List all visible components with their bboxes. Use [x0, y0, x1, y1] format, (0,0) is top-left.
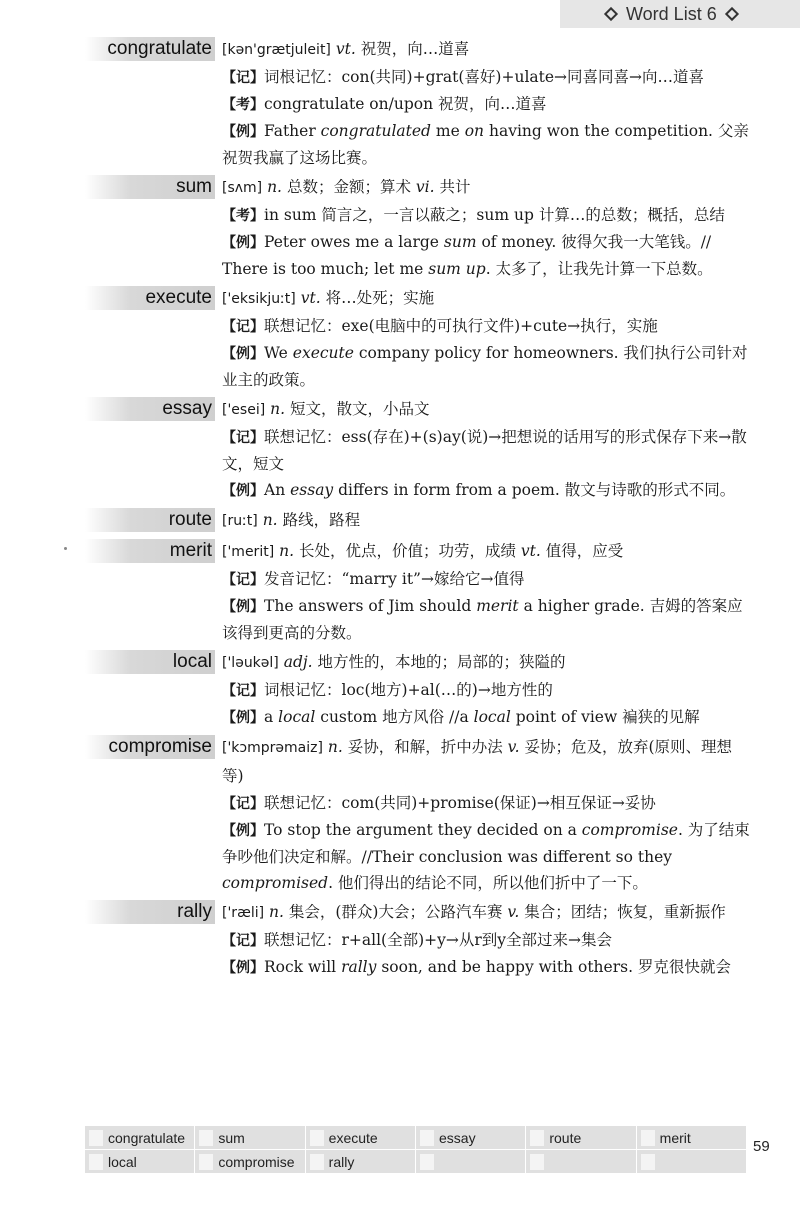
definition-line — [222, 648, 752, 677]
checkbox-icon — [89, 1130, 103, 1146]
checkbox-icon — [89, 1154, 103, 1170]
review-cell — [85, 1126, 195, 1150]
review-word: route — [549, 1129, 582, 1146]
note-text: custom 地方风俗 //a — [315, 708, 474, 726]
note-tag: 【例】 — [222, 235, 264, 251]
phonetic: [sʌm] — [222, 180, 263, 196]
entry-0 — [0, 35, 800, 171]
review-cell — [306, 1150, 416, 1174]
diamond-icon — [604, 7, 618, 21]
part-of-speech: vt. — [300, 289, 321, 307]
note-text: 词根记忆：loc(地方)+al(…的)→地方性的 — [264, 681, 553, 699]
review-cell — [195, 1126, 305, 1150]
note-text: a — [264, 708, 279, 726]
review-cell — [306, 1126, 416, 1150]
note-text: having won the competition. 父亲祝贺我赢了这场比赛。 — [222, 122, 749, 167]
definition: 集会，(群众)大会；公路汽车赛 — [288, 903, 503, 921]
definition-line — [222, 898, 752, 927]
note-tag: 【记】 — [222, 683, 264, 699]
entry-5 — [0, 537, 800, 646]
part-of-speech: n. — [327, 738, 343, 756]
note-text: me — [430, 122, 465, 140]
note-tag: 【例】 — [222, 710, 264, 726]
review-cell — [526, 1126, 636, 1150]
example-keyword: sum — [443, 233, 477, 251]
note-tag: 【例】 — [222, 823, 264, 839]
note-text: 联想记忆：r+all(全部)+y→从r到y全部过来→集会 — [264, 931, 613, 949]
note-text: point of view 褊狭的见解 — [510, 708, 700, 726]
review-word: sum — [218, 1129, 245, 1146]
review-word: local — [108, 1153, 137, 1170]
example-keyword: on — [464, 122, 485, 140]
review-cell — [416, 1150, 526, 1174]
entry-8 — [0, 898, 800, 981]
checkbox-icon — [641, 1154, 655, 1170]
definition-line — [222, 733, 752, 790]
note-text: 发音记忆：“marry it”→嫁给它→值得 — [264, 570, 525, 588]
phonetic: ['ræli] — [222, 905, 265, 921]
example-line — [222, 704, 752, 731]
example-line — [222, 954, 752, 981]
review-cell — [416, 1126, 526, 1150]
note-tag: 【例】 — [222, 346, 264, 362]
example-keyword: merit — [476, 597, 519, 615]
headword: essay — [162, 398, 212, 419]
entry-body — [222, 506, 752, 535]
example-keyword: essay — [290, 481, 334, 499]
word-review-table — [85, 1126, 747, 1174]
phonetic: ['ləukəl] — [222, 655, 279, 671]
part-of-speech: n. — [262, 511, 278, 529]
headword: rally — [177, 901, 212, 922]
note-tag: 【例】 — [222, 483, 264, 499]
definition: 祝贺，向…道喜 — [360, 40, 470, 58]
example-line — [222, 477, 752, 504]
page-header — [560, 0, 800, 28]
entry-1 — [0, 173, 800, 282]
example-keyword: rally — [341, 958, 377, 976]
example-line — [222, 817, 752, 896]
entry-6 — [0, 648, 800, 731]
page-number: 59 — [753, 1138, 770, 1155]
phonetic: [ruːt] — [222, 513, 258, 529]
note-text: soon, and be happy with others. 罗克很快就会 — [376, 958, 731, 976]
note-text: congratulate on/upon 祝贺，向…道喜 — [264, 95, 547, 113]
example-keyword: execute — [292, 344, 354, 362]
definition-2: 值得，应受 — [545, 542, 624, 560]
note-text: An — [264, 481, 291, 499]
note-text: differs in form from a poem. 散文与诗歌的形式不同。 — [333, 481, 736, 499]
entries-list — [0, 35, 800, 983]
phonetic: [kən'grætjuleit] — [222, 42, 331, 58]
headword: congratulate — [107, 38, 212, 59]
example-line — [222, 593, 752, 646]
example-line — [222, 229, 752, 282]
note-text: company policy for homeowners. 我们执行公司针对业主的政策。 — [222, 344, 748, 389]
checkbox-icon — [310, 1130, 324, 1146]
part-of-speech-2: vi. — [415, 178, 435, 196]
word-list-title: Word List 6 — [626, 3, 717, 24]
review-word: execute — [328, 1129, 378, 1146]
review-cell — [637, 1126, 747, 1150]
review-word: compromise — [218, 1153, 295, 1170]
note-text: We — [264, 344, 293, 362]
headword: merit — [169, 540, 212, 561]
review-cell — [85, 1150, 195, 1174]
note-tag: 【例】 — [222, 960, 264, 976]
entry-4 — [0, 506, 800, 535]
note-line — [222, 566, 752, 593]
definition: 将…处死；实施 — [325, 289, 435, 307]
checkbox-icon — [641, 1130, 655, 1146]
definition-line — [222, 173, 752, 202]
note-tag: 【记】 — [222, 796, 264, 812]
note-tag: 【例】 — [222, 599, 264, 615]
note-line — [222, 677, 752, 704]
checkbox-icon — [420, 1154, 434, 1170]
part-of-speech: vt. — [335, 40, 356, 58]
review-word: congratulate — [108, 1129, 186, 1146]
part-of-speech: n. — [269, 903, 284, 921]
entry-body — [222, 537, 752, 646]
example-line — [222, 340, 752, 393]
headword: compromise — [108, 736, 212, 757]
entry-body — [222, 395, 752, 504]
checkbox-icon — [199, 1130, 213, 1146]
example-keyword: sum up — [428, 260, 486, 278]
definition: 路线，路程 — [282, 511, 361, 529]
note-line — [222, 313, 752, 340]
checkbox-icon — [530, 1130, 544, 1146]
entry-body — [222, 284, 752, 393]
checkbox-icon — [199, 1154, 213, 1170]
review-word: merit — [659, 1129, 691, 1146]
definition: 长处，优点，价值；功劳，成绩 — [298, 542, 516, 560]
definition: 地方性的，本地的；局部的；狭隘的 — [317, 653, 566, 671]
definition-line — [222, 506, 752, 535]
note-tag: 【记】 — [222, 572, 264, 588]
note-text: To stop the argument they decided on a — [264, 821, 582, 839]
headword: local — [172, 651, 212, 672]
definition-line — [222, 284, 752, 313]
entry-3 — [0, 395, 800, 504]
note-tag: 【记】 — [222, 430, 264, 446]
part-of-speech: n. — [279, 542, 295, 560]
note-text: The answers of Jim should — [264, 597, 477, 615]
note-text: of money. 彼得欠我一大笔钱。// There is too much; let me — [222, 233, 712, 278]
note-tag: 【记】 — [222, 319, 264, 335]
note-text: Peter owes me a large — [264, 233, 444, 251]
headword: sum — [176, 176, 212, 197]
phonetic: ['eksikjuːt] — [222, 291, 296, 307]
checkbox-icon — [420, 1130, 434, 1146]
definition-line — [222, 35, 752, 64]
review-cell — [195, 1150, 305, 1174]
review-word: rally — [328, 1153, 355, 1170]
entry-body — [222, 733, 752, 896]
definition-2: 集合；团结；恢复，重新振作 — [524, 903, 726, 921]
review-cell — [526, 1150, 636, 1174]
definition: 总数；金额；算术 — [286, 178, 411, 196]
note-line — [222, 91, 752, 118]
example-keyword: compromised — [222, 874, 329, 892]
phonetic: ['esei] — [222, 402, 266, 418]
note-text: a higher grade. 吉姆的答案应该得到更高的分数。 — [222, 597, 743, 642]
note-tag: 【考】 — [222, 97, 264, 113]
note-text: . 太多了，让我先计算一下总数。 — [485, 260, 713, 278]
note-text: 联想记忆：com(共同)+promise(保证)→相互保证→妥协 — [264, 794, 656, 812]
entry-body — [222, 173, 752, 282]
note-line — [222, 424, 752, 477]
part-of-speech: adj. — [283, 653, 313, 671]
note-text: Father — [264, 122, 321, 140]
note-text: 联想记忆：ess(存在)+(s)ay(说)→把想说的话用写的形式保存下来→散文，短文 — [222, 428, 747, 473]
note-tag: 【例】 — [222, 124, 264, 140]
example-keyword: local — [278, 708, 316, 726]
note-text: 词根记忆：con(共同)+grat(喜好)+ulate→同喜同喜→向…道喜 — [264, 68, 705, 86]
note-line — [222, 202, 752, 229]
phonetic: ['kɔmprəmaiz] — [222, 740, 323, 756]
review-cell — [637, 1150, 747, 1174]
definition: 短文，散文，小品文 — [289, 400, 430, 418]
definition-2: 妥协；危及，放弃(原则、理想等) — [222, 738, 733, 785]
note-text: in sum 简言之，一言以蔽之；sum up 计算…的总数；概括，总结 — [264, 206, 725, 224]
checkbox-icon — [310, 1154, 324, 1170]
part-of-speech-2: vt. — [520, 542, 541, 560]
note-text: . 他们得出的结论不同，所以他们折中了一下。 — [328, 874, 648, 892]
entry-body — [222, 898, 752, 981]
headword: route — [168, 509, 212, 530]
part-of-speech-2: v. — [507, 903, 520, 921]
example-keyword: compromise — [581, 821, 678, 839]
part-of-speech-2: v. — [507, 738, 520, 756]
note-text: Rock will — [264, 958, 342, 976]
headword: execute — [145, 287, 212, 308]
entry-body — [222, 35, 752, 171]
part-of-speech: n. — [270, 400, 286, 418]
note-tag: 【记】 — [222, 70, 264, 86]
note-text: . 为了结束争吵他们决定和解。//Their conclusion was different so they — [222, 821, 750, 866]
entry-body — [222, 648, 752, 731]
note-line — [222, 927, 752, 954]
definition-line — [222, 395, 752, 424]
diamond-icon — [725, 7, 739, 21]
example-keyword: congratulated — [320, 122, 431, 140]
example-line — [222, 118, 752, 171]
part-of-speech: n. — [267, 178, 282, 196]
entry-2 — [0, 284, 800, 393]
definition-line — [222, 537, 752, 566]
note-line — [222, 64, 752, 91]
checkbox-icon — [530, 1154, 544, 1170]
entry-7 — [0, 733, 800, 896]
review-word: essay — [439, 1129, 476, 1146]
note-text: 联想记忆：exe(电脑中的可执行文件)+cute→执行，实施 — [264, 317, 658, 335]
definition-2: 共计 — [439, 178, 471, 196]
phonetic: ['merit] — [222, 544, 275, 560]
note-tag: 【考】 — [222, 208, 264, 224]
example-keyword: local — [473, 708, 511, 726]
note-tag: 【记】 — [222, 933, 264, 949]
definition: 妥协，和解，折中办法 — [347, 738, 503, 756]
note-line — [222, 790, 752, 817]
